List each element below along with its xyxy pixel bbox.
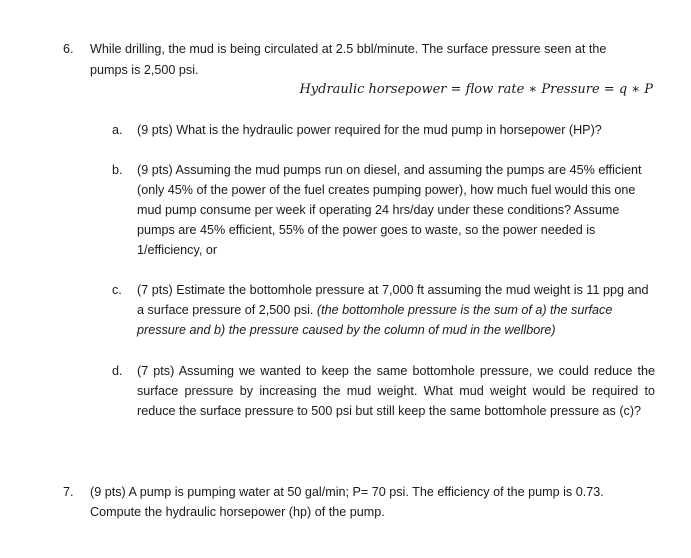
question-6a bbox=[112, 120, 657, 140]
question-6c-main: (7 pts) Estimate the bottomhole pressure at 7,000 ft assuming the mud weight is 11 ppg and a surface pressure of 2,500 psi. bbox=[137, 283, 649, 317]
question-6b-text: (9 pts) Assuming the mud pumps run on diesel, and assuming the pumps are 45% efficient (only 45% of the power of the fuel creates pumping power), how much fuel would this one mud pump consume per week if operating 24 hrs/day under these conditions? Assume pumps are 45% efficient, 55% of the power goes to waste, so the power needed is 1/efficiency, or bbox=[137, 163, 642, 257]
question-6d-letter: d. bbox=[112, 364, 123, 378]
question-6c-letter: c. bbox=[112, 283, 122, 297]
question-7-number: 7. bbox=[63, 485, 74, 499]
question-6b-letter: b. bbox=[112, 163, 123, 177]
question-6d-text: (7 pts) Assuming we wanted to keep the same bottomhole pressure, we could reduce the surface pressure by increasing the mud weight. What mud weight would be required to reduce the surface pressure to 500 psi but still keep the same bottomhole pressure as (c)? bbox=[137, 364, 655, 418]
question-6b bbox=[112, 160, 657, 260]
question-6a-letter: a. bbox=[112, 123, 123, 137]
question-6-line-1: While drilling, the mud is being circulated at 2.5 bbl/minute. The surface pressure seen at the bbox=[90, 42, 607, 56]
hydraulic-horsepower-formula: Hydraulic horsepower = flow rate ∗ Pressure = q ∗ P bbox=[299, 82, 653, 97]
question-6a-text: (9 pts) What is the hydraulic power required for the mud pump in horsepower (HP)? bbox=[137, 123, 602, 137]
question-6c bbox=[112, 280, 657, 340]
question-6-line-2: pumps is 2,500 psi. bbox=[90, 63, 199, 77]
question-6c-text bbox=[137, 280, 657, 340]
question-7-line-2: Compute the hydraulic horsepower (hp) of the pump. bbox=[90, 505, 385, 519]
question-6-number: 6. bbox=[63, 42, 74, 56]
question-7-line-1: (9 pts) A pump is pumping water at 50 gal/min; P= 70 psi. The efficiency of the pump is 0.73. bbox=[90, 485, 604, 499]
question-6d bbox=[112, 361, 657, 421]
question-6c-italic-note: (the bottomhole pressure is the sum of a) the surface pressure and b) the pressure caused by the column of mud in the wellbore) bbox=[137, 303, 613, 337]
